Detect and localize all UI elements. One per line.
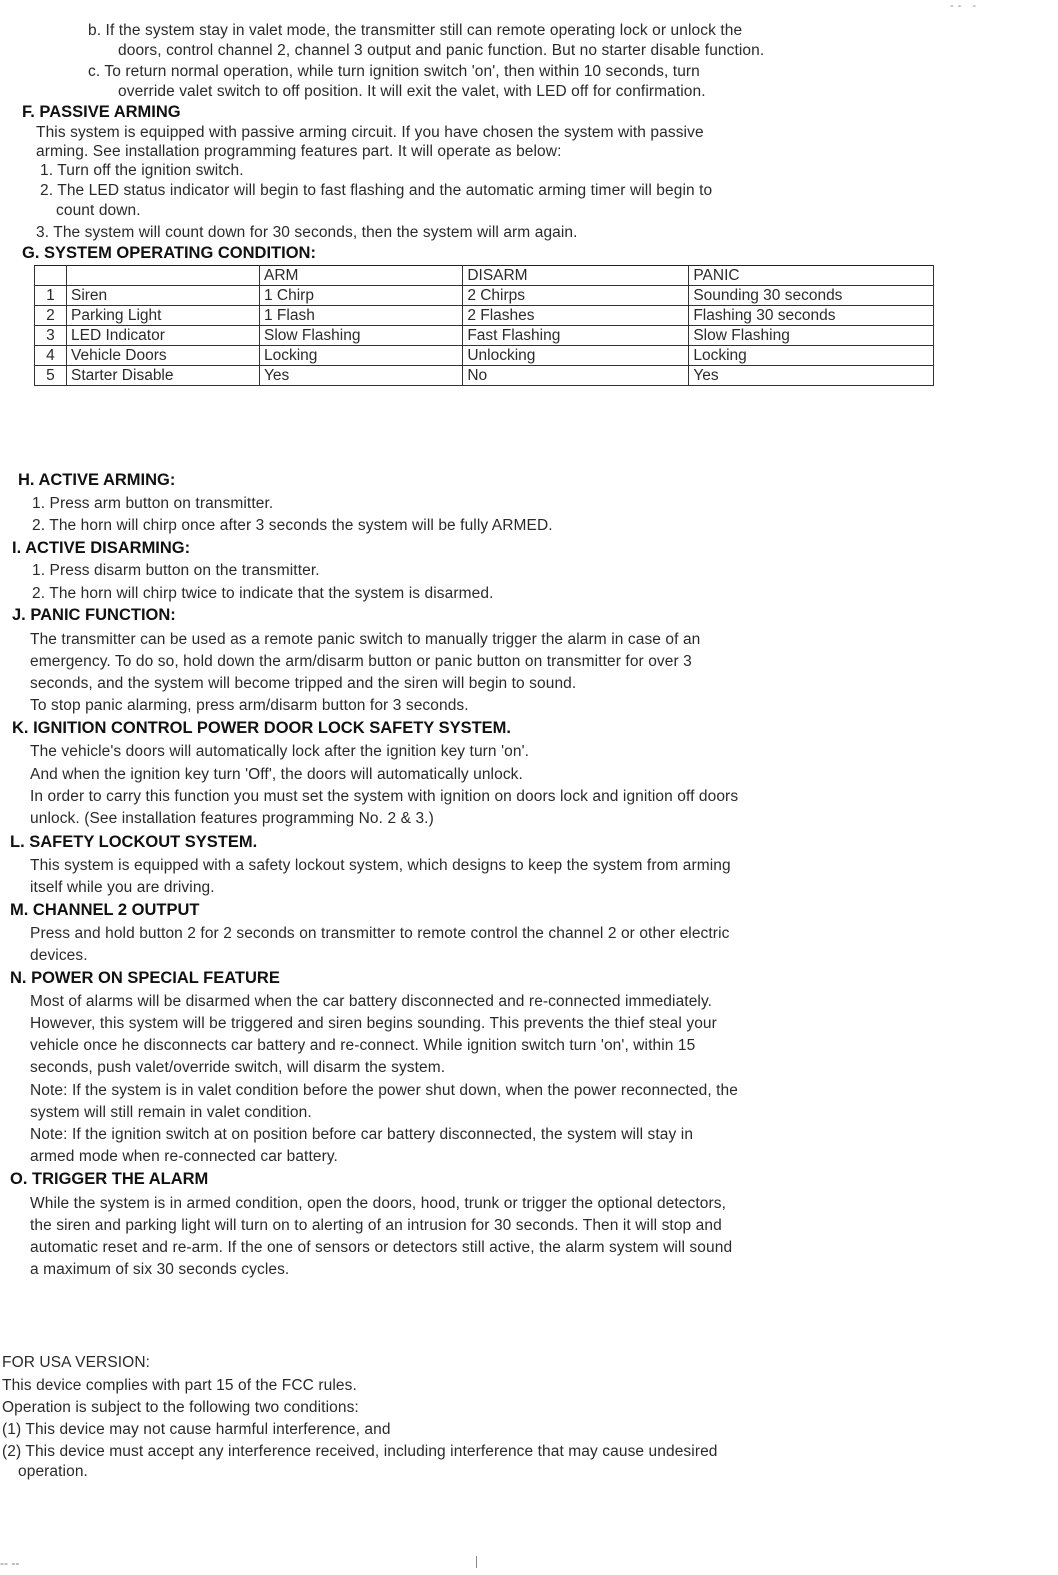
fcc-condition: (1) This device may not cause harmful interference, and (2, 1421, 391, 1438)
table-cell: 1 (35, 286, 67, 306)
table-cell: 2 Chirps (463, 286, 689, 306)
power-on-text: vehicle once he disconnects car battery and re-connect. While ignition switch turn 'on', within 15 (30, 1037, 696, 1054)
ignition-control-text: And when the ignition key turn 'Off', the doors will automatically unlock. (30, 766, 523, 783)
heading-panic-function: J. PANIC FUNCTION: (12, 606, 176, 624)
power-on-note: system will still remain in valet condition. (30, 1104, 312, 1121)
table-cell: Locking (259, 346, 462, 366)
valet-note-b: b. If the system stay in valet mode, the transmitter still can remote operating lock or unlock the (88, 22, 743, 39)
table-header-cell (66, 266, 259, 286)
table-cell: 1 Flash (259, 306, 462, 326)
trigger-alarm-text: automatic reset and re-arm. If the one of sensors or detectors still active, the alarm system will sound (30, 1239, 733, 1256)
table-cell: Yes (689, 366, 934, 386)
safety-lockout-text: itself while you are driving. (30, 879, 215, 896)
footer-tick (476, 1556, 477, 1568)
trigger-alarm-text: While the system is in armed condition, open the doors, hood, trunk or trigger the optional detectors, (30, 1195, 727, 1212)
table-cell: Sounding 30 seconds (689, 286, 934, 306)
table-cell: LED Indicator (66, 326, 259, 346)
ignition-control-text: unlock. (See installation features programming No. 2 & 3.) (30, 810, 434, 827)
table-cell: Slow Flashing (689, 326, 934, 346)
heading-ignition-control: K. IGNITION CONTROL POWER DOOR LOCK SAFETY SYSTEM. (12, 719, 511, 737)
fcc-condition: (2) This device must accept any interference received, including interference that may cause undesired (2, 1443, 718, 1460)
footer-mark: -- -- (0, 1556, 20, 1570)
safety-lockout-text: This system is equipped with a safety lockout system, which designs to keep the system from arming (30, 857, 731, 874)
power-on-note: armed mode when re-connected car battery. (30, 1148, 338, 1165)
table-cell: Siren (66, 286, 259, 306)
page-corner-mark: -- - (949, 0, 980, 12)
table-cell: 2 Flashes (463, 306, 689, 326)
table-cell: Unlocking (463, 346, 689, 366)
ignition-control-text: The vehicle's doors will automatically lock after the ignition key turn 'on'. (30, 743, 530, 760)
operating-condition-table (34, 265, 934, 386)
table-cell: Locking (689, 346, 934, 366)
trigger-alarm-text: a maximum of six 30 seconds cycles. (30, 1261, 290, 1278)
table-header-cell: PANIC (689, 266, 934, 286)
valet-note-c: c. To return normal operation, while turn ignition switch 'on', then within 10 seconds, turn (88, 63, 700, 80)
table-cell: Slow Flashing (259, 326, 462, 346)
passive-arming-step: 3. The system will count down for 30 seconds, then the system will arm again. (36, 224, 578, 241)
ignition-control-text: In order to carry this function you must set the system with ignition on doors lock and ignition off doors (30, 788, 739, 805)
table-row (35, 346, 934, 366)
channel-2-output-text: Press and hold button 2 for 2 seconds on transmitter to remote control the channel 2 or other electric (30, 925, 730, 942)
table-cell: 2 (35, 306, 67, 326)
table-header-cell: ARM (259, 266, 462, 286)
table-cell: 3 (35, 326, 67, 346)
heading-channel-2-output: M. CHANNEL 2 OUTPUT (10, 901, 200, 919)
table-header-row (35, 266, 934, 286)
table-cell: No (463, 366, 689, 386)
table-cell: 1 Chirp (259, 286, 462, 306)
active-disarming-step: 2. The horn will chirp twice to indicate that the system is disarmed. (32, 585, 494, 602)
heading-active-disarming: I. ACTIVE DISARMING: (12, 539, 191, 557)
table-row (35, 366, 934, 386)
table-cell: 4 (35, 346, 67, 366)
passive-arming-step: 2. The LED status indicator will begin to fast flashing and the automatic arming timer will begin to (40, 182, 713, 199)
fcc-heading: FOR USA VERSION: (2, 1354, 151, 1371)
active-disarming-step: 1. Press disarm button on the transmitter. (32, 562, 320, 579)
heading-system-operating-condition: G. SYSTEM OPERATING CONDITION: (22, 244, 316, 262)
table-header-cell (35, 266, 67, 286)
panic-function-text: To stop panic alarming, press arm/disarm button for 3 seconds. (30, 697, 469, 714)
table-cell: Vehicle Doors (66, 346, 259, 366)
passive-arming-text: arming. See installation programming features part. It will operate as below: (36, 143, 562, 160)
fcc-text: Operation is subject to the following two conditions: (2, 1399, 359, 1416)
power-on-text: Most of alarms will be disarmed when the car battery disconnected and re-connected immediately. (30, 993, 713, 1010)
passive-arming-text: This system is equipped with passive arming circuit. If you have chosen the system with passive (36, 124, 704, 141)
channel-2-output-text: devices. (30, 947, 88, 964)
fcc-condition-cont: operation. (18, 1463, 88, 1480)
heading-trigger-the-alarm: O. TRIGGER THE ALARM (10, 1170, 209, 1188)
power-on-text: seconds, push valet/override switch, will disarm the system. (30, 1059, 446, 1076)
passive-arming-step-cont: count down. (56, 202, 141, 219)
table-header-cell: DISARM (463, 266, 689, 286)
trigger-alarm-text: the siren and parking light will turn on to alerting of an intrusion for 30 seconds. Then it will stop and (30, 1217, 722, 1234)
active-arming-step: 1. Press arm button on transmitter. (32, 495, 274, 512)
table-row (35, 326, 934, 346)
table-row (35, 286, 934, 306)
table-row (35, 306, 934, 326)
table-cell: 5 (35, 366, 67, 386)
panic-function-text: emergency. To do so, hold down the arm/disarm button or panic button on transmitter for over 3 (30, 653, 692, 670)
heading-active-arming: H. ACTIVE ARMING: (18, 471, 176, 489)
power-on-note: Note: If the system is in valet condition before the power shut down, when the power reconnected, the (30, 1082, 739, 1099)
heading-safety-lockout: L. SAFETY LOCKOUT SYSTEM. (10, 833, 258, 851)
passive-arming-step: 1. Turn off the ignition switch. (40, 162, 244, 179)
power-on-note: Note: If the ignition switch at on position before car battery disconnected, the system will stay in (30, 1126, 694, 1143)
table-cell: Starter Disable (66, 366, 259, 386)
table-cell: Yes (259, 366, 462, 386)
panic-function-text: seconds, and the system will become tripped and the siren will begin to sound. (30, 675, 577, 692)
heading-power-on-special-feature: N. POWER ON SPECIAL FEATURE (10, 969, 280, 987)
fcc-text: This device complies with part 15 of the FCC rules. (2, 1377, 357, 1394)
table-cell: Parking Light (66, 306, 259, 326)
valet-note-b-cont: doors, control channel 2, channel 3 output and panic function. But no starter disable function. (118, 42, 765, 59)
heading-passive-arming: F. PASSIVE ARMING (22, 103, 181, 121)
valet-note-c-cont: override valet switch to off position. It will exit the valet, with LED off for confirmation. (118, 83, 706, 100)
panic-function-text: The transmitter can be used as a remote panic switch to manually trigger the alarm in case of an (30, 631, 701, 648)
power-on-text: However, this system will be triggered and siren begins sounding. This prevents the thief steal your (30, 1015, 717, 1032)
table-cell: Flashing 30 seconds (689, 306, 934, 326)
active-arming-step: 2. The horn will chirp once after 3 seconds the system will be fully ARMED. (32, 517, 553, 534)
table-cell: Fast Flashing (463, 326, 689, 346)
